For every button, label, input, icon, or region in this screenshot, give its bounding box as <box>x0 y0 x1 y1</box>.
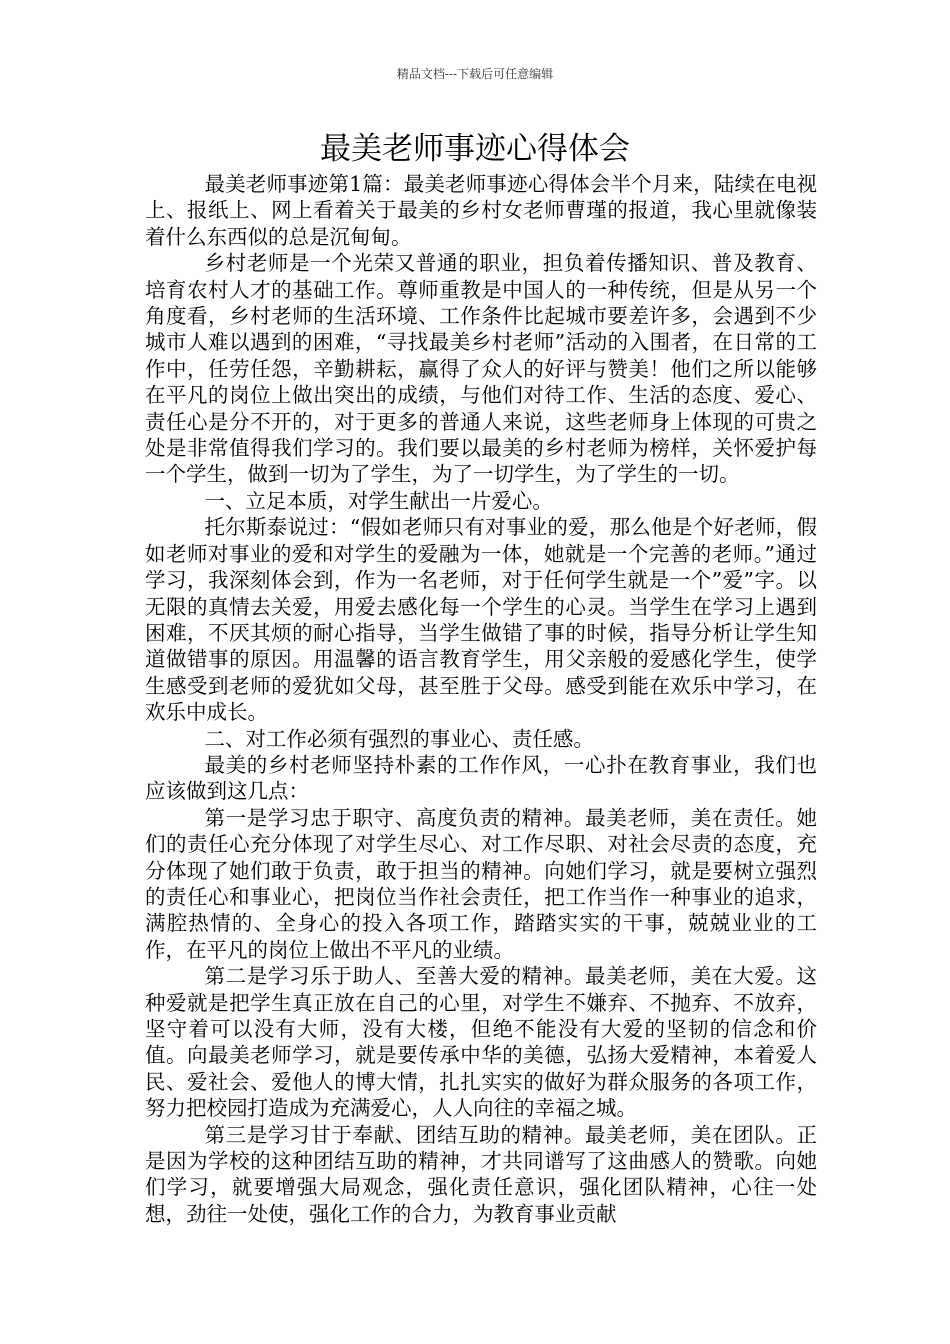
paragraph: 最美的乡村老师坚持朴素的工作作风，一心扑在教育事业，我们也应该做到这几点： <box>145 752 817 804</box>
paragraph: 第一是学习忠于职守、高度负责的精神。最美老师，美在责任。她们的责任心充分体现了对学生尽心、对工作尽职、对社会尽责的态度，充分体现了她们敢于负责，敢于担当的精神。向她们学习，就是要树立强烈的责任心和事业心，把岗位当作社会责任，把工作当作一种事业的追求，满腔热情的、全身心的投入各项工作，踏踏实实的干事，兢兢业业的工作，在平凡的岗位上做出不平凡的业绩。 <box>145 805 817 962</box>
section-heading: 一、立足本质，对学生献出一片爱心。 <box>204 488 553 513</box>
document-title: 最美老师事迹心得体会 <box>320 131 630 167</box>
header-note: 精品文档---下载后可任意编辑 <box>396 67 554 81</box>
paragraph: 第三是学习甘于奉献、团结互助的精神。最美老师，美在团队。正是因为学校的这种团结互助的精神，才共同谱写了这曲感人的赞歌。向她们学习，就要增强大局观念，强化责任意识，强化团队精神，心往一处想，劲往一处使，强化工作的合力，为教育事业贡献 <box>145 1122 817 1226</box>
paragraph: 托尔斯泰说过：“假如老师只有对事业的爱，那么他是个好老师，假如老师对事业的爱和对学生的爱融为一体，她就是一个完善的老师。”通过学习，我深刻体会到，作为一名老师，对于任何学生就是一个”爱”字。以无限的真情去关爱，用爱去感化每一个学生的心灵。当学生在学习上遇到困难，不厌其烦的耐心指导，当学生做错了事的时候，指导分析让学生知道做错事的原因。用温馨的语言教育学生，用父亲般的爱感化学生，使学生感受到老师的爱犹如父母，甚至胜于父母。感受到能在欢乐中学习，在欢乐中成长。 <box>145 515 817 725</box>
section-heading: 二、对工作必须有强烈的事业心、责任感。 <box>204 726 594 751</box>
paragraph: 乡村老师是一个光荣又普通的职业，担负着传播知识、普及教育、培育农村人才的基础工作。尊师重教是中国人的一种传统，但是从另一个角度看，乡村老师的生活环境、工作条件比起城市要差许多，会遇到不少城市人难以遇到的困难，“寻找最美乡村老师”活动的入围者，在日常的工作中，任劳任怨，辛勤耕耘，赢得了众人的好评与赞美！他们之所以能够在平凡的岗位上做出突出的成绩，与他们对待工作、生活的态度、爱心、责任心是分不开的，对于更多的普通人来说，这些老师身上体现的可贵之处是非常值得我们学习的。我们要以最美的乡村老师为榜样，关怀爱护每一个学生，做到一切为了学生，为了一切学生，为了学生的一切。 <box>145 251 817 487</box>
paragraph: 第二是学习乐于助人、至善大爱的精神。最美老师，美在大爱。这种爱就是把学生真正放在自己的心里，对学生不嫌弃、不抛弃、不放弃，坚守着可以没有大师，没有大楼，但绝不能没有大爱的坚韧的信念和价值。向最美老师学习，就是要传承中华的美德，弘扬大爱精神，本着爱人民、爱社会、爱他人的博大情，扎扎实实的做好为群众服务的各项工作，努力把校园打造成为充满爱心，人人向往的幸福之城。 <box>145 964 817 1121</box>
paragraph: 最美老师事迹第1篇：最美老师事迹心得体会半个月来，陆续在电视上、报纸上、网上看着关于最美的乡村女老师曹瑾的报道，我心里就像装着什么东西似的总是沉甸甸。 <box>145 172 817 249</box>
document-body <box>145 171 817 1227</box>
